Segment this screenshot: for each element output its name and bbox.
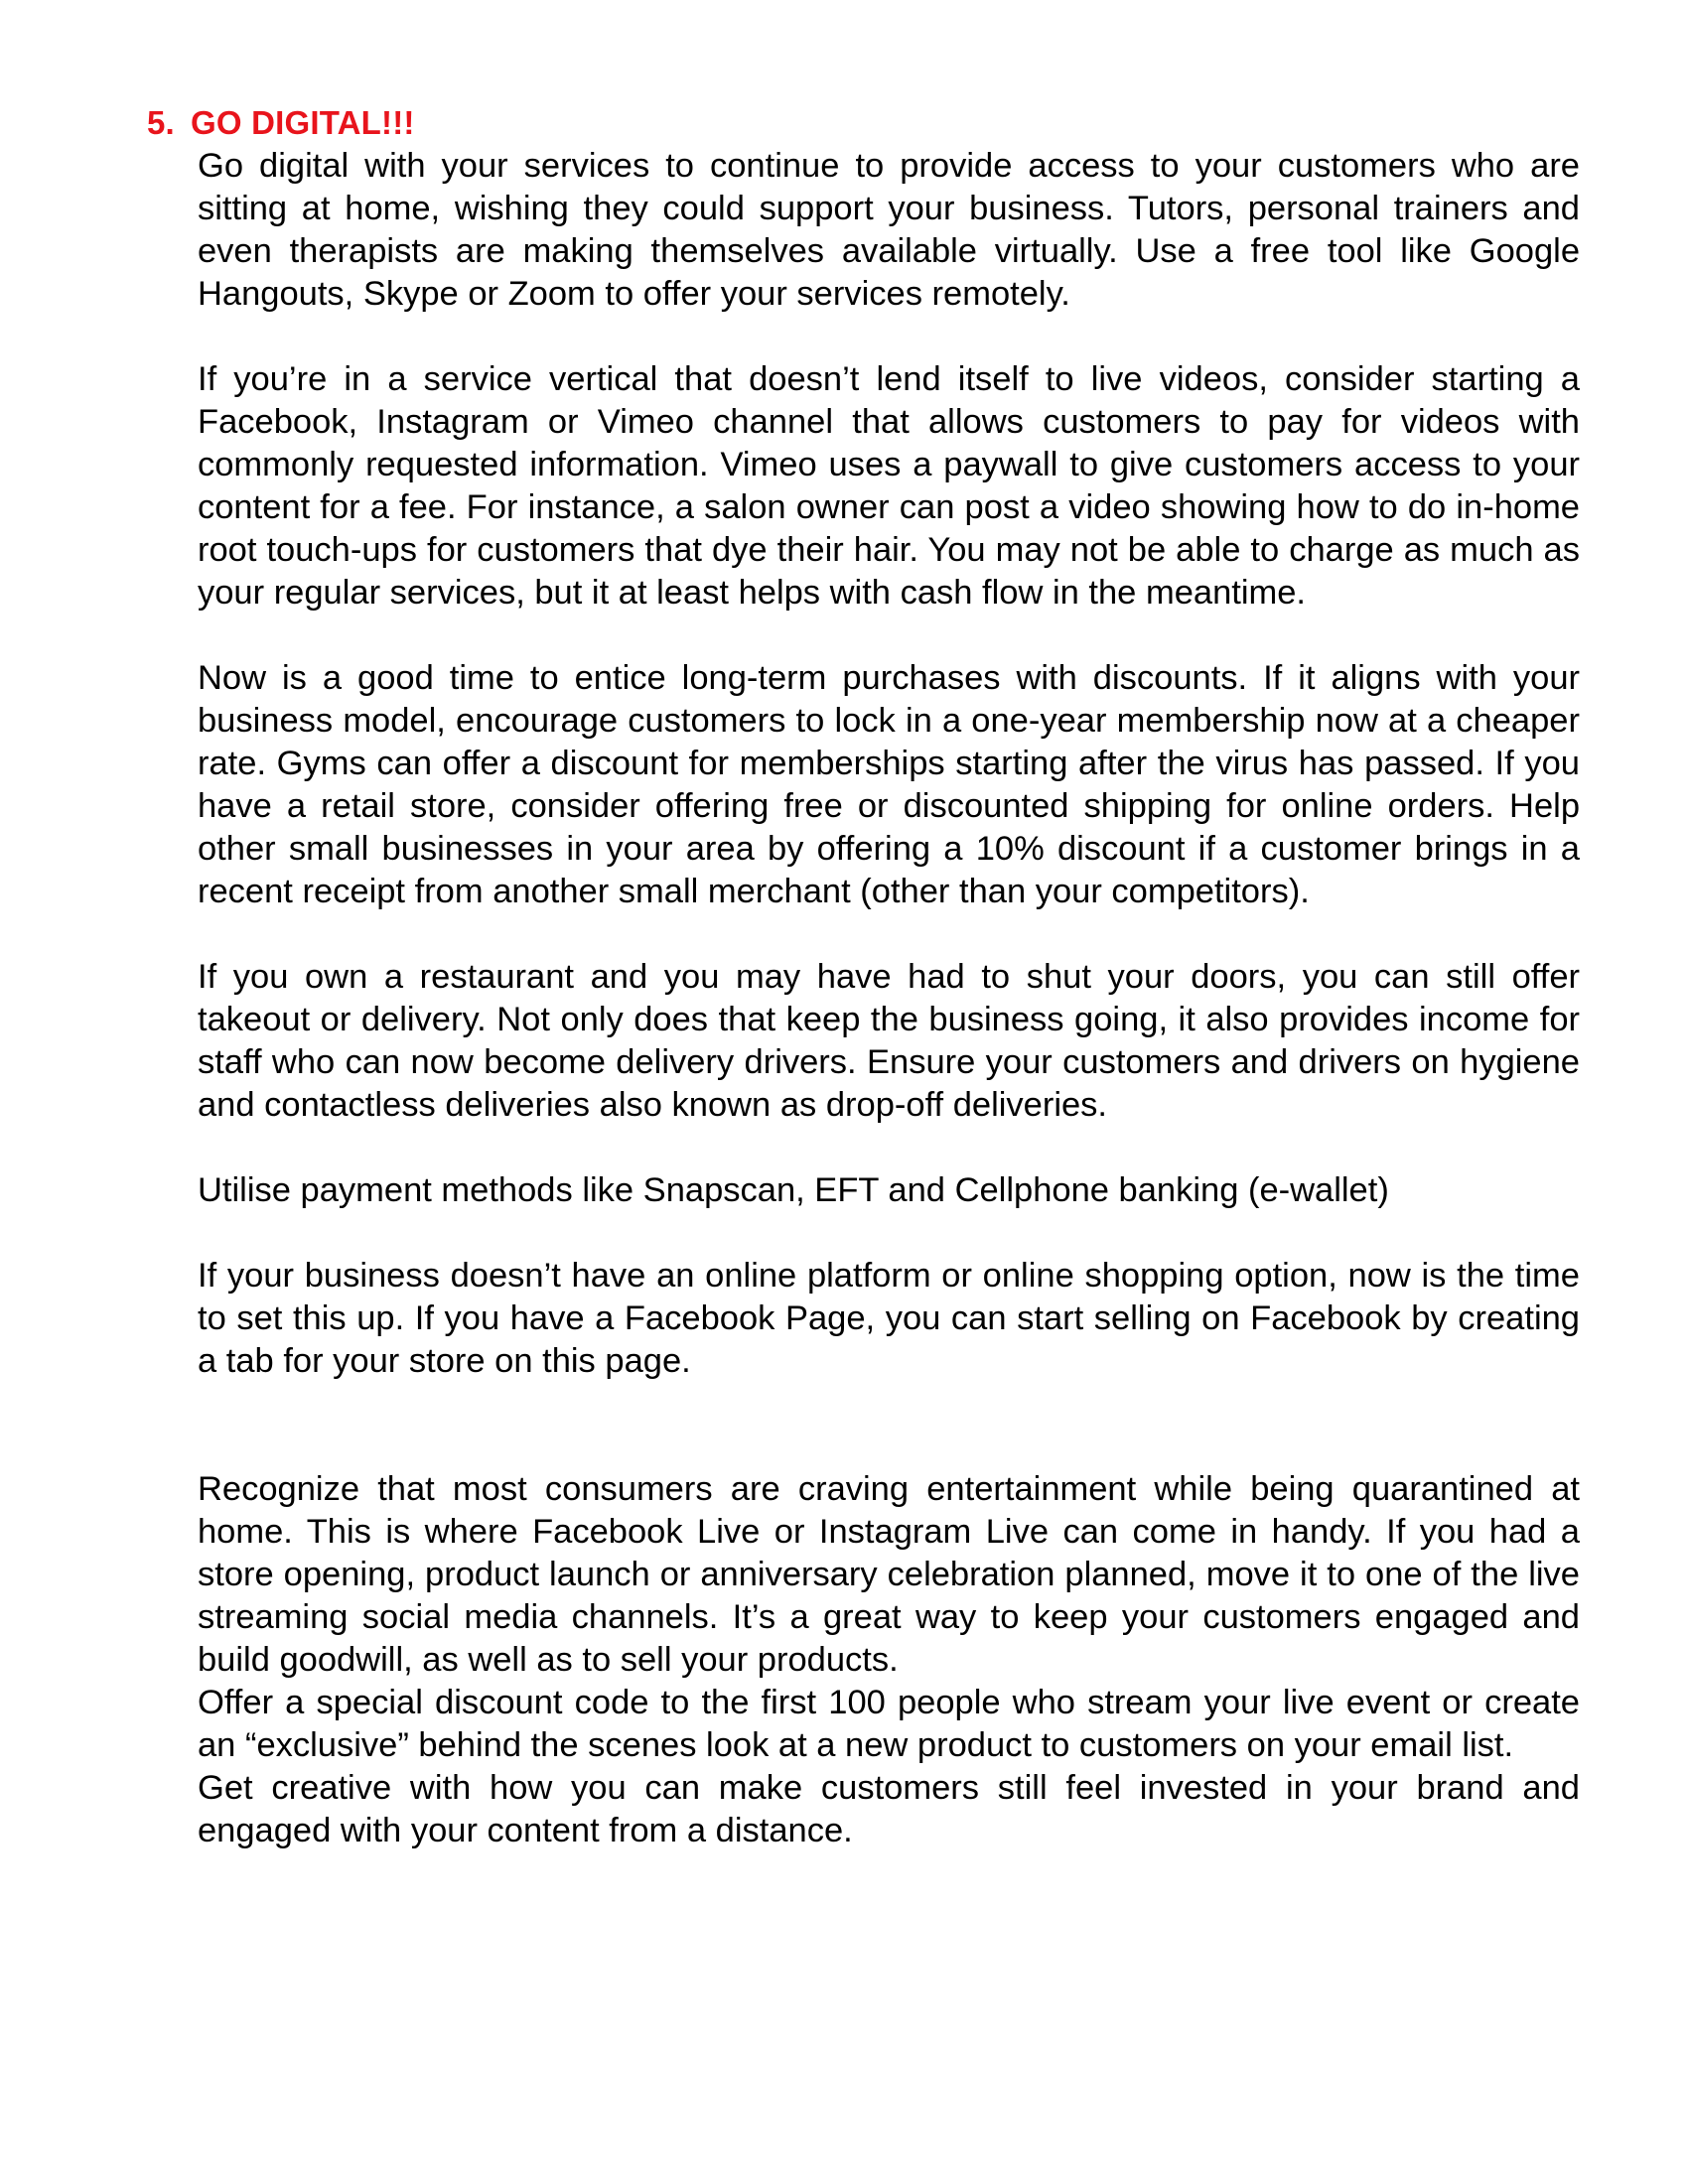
paragraph-spacer: [198, 1127, 1580, 1169]
paragraph-spacer: [198, 913, 1580, 956]
paragraph-restaurants: If you own a restaurant and you may have had to shut your doors, you can still offer takeout or delivery. Not only does that keep the business going, it also provides income for staff who can now become delivery drivers. Ensure your customers and drivers on hygiene and contactless deliveries also known as drop-off deliveries.: [198, 958, 1580, 1124]
paragraph-get-creative: Get creative with how you can make customers still feel invested in your brand and engaged with your content from a distance.: [198, 1769, 1580, 1849]
paragraph-online-platform: If your business doesn’t have an online platform or online shopping option, now is the time to set this up. If you have a Facebook Page, you can start selling on Facebook by creating a tab for your store on this page.: [198, 1257, 1580, 1380]
paragraph-spacer: [198, 1383, 1580, 1468]
paragraph-video-channels: If you’re in a service vertical that doesn’t lend itself to live videos, consider starting a Facebook, Instagram or Vimeo channel that allows customers to pay for videos with commonly requested information. Vimeo uses a paywall to give customers access to your content for a fee. For instance, a salon owner can post a video showing how to do in-home root touch-ups for customers that dye their hair. You may not be able to charge as much as your regular services, but it at least helps with cash flow in the meantime.: [198, 360, 1580, 612]
paragraph-go-digital: Go digital with your services to continue to provide access to your customers who are sitting at home, wishing they could support your business. Tutors, personal trainers and even therapists are making themselves available virtually. Use a free tool like Google Hangouts, Skype or Zoom to offer your services remotely.: [198, 147, 1580, 313]
paragraph-spacer: [198, 316, 1580, 358]
section-title: GO DIGITAL!!!: [191, 104, 415, 141]
section-number: 5.: [147, 104, 175, 141]
paragraph-discounts: Now is a good time to entice long-term purchases with discounts. If it aligns with your business model, encourage customers to lock in a one-year membership now at a cheaper rate. Gyms can offer a discount for memberships starting after the virus has passed. If you have a retail store, consider offering free or discounted shipping for online orders. Help other small businesses in your area by offering a 10% discount if a customer brings in a recent receipt from another small merchant (other than your competitors).: [198, 659, 1580, 910]
paragraph-live-streaming: Recognize that most consumers are craving entertainment while being quarantined at home. This is where Facebook Live or Instagram Live can come in handy. If you had a store opening, product launch or anniversary celebration planned, move it to one of the live streaming social media channels. It’s a great way to keep your customers engaged and build goodwill, as well as to sell your products.: [198, 1470, 1580, 1679]
section-heading: [147, 103, 415, 143]
paragraph-spacer: [198, 614, 1580, 657]
paragraph-payment-methods: Utilise payment methods like Snapscan, EFT and Cellphone banking (e-wallet): [198, 1171, 1389, 1209]
paragraph-discount-code: Offer a special discount code to the first 100 people who stream your live event or create an “exclusive” behind the scenes look at a new product to customers on your email list.: [198, 1684, 1580, 1764]
paragraph-spacer: [198, 1212, 1580, 1255]
section-body: [198, 145, 1580, 1852]
